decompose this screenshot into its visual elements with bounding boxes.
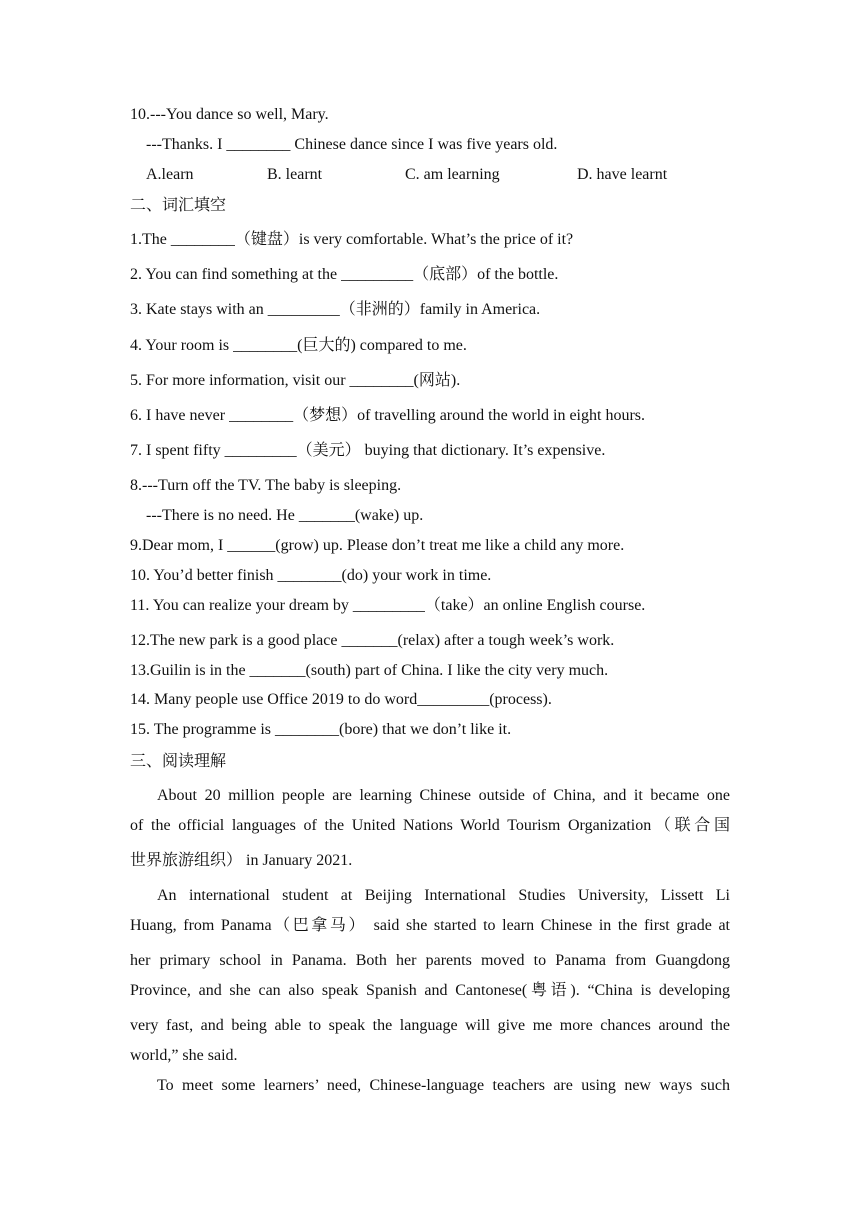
paragraph-line: Huang, from Panama（巴拿马） said she started to learn Chinese in the first grade at [130,917,730,934]
paragraph-line: of the official languages of the United Nations World Tourism Organization（联合国 [130,817,730,834]
section-heading-vocabulary: 二、词汇填空 [130,195,227,214]
paragraph-line: world,” she said. [130,1047,238,1064]
q10-answer-line: ---Thanks. I ________ Chinese dance since I was five years old. [146,136,558,153]
q10-option-a: A.learn [146,166,194,183]
vocab-item: 15. The programme is ________(bore) that we don’t like it. [130,721,512,738]
reading-paragraph-2 [130,886,730,1066]
paragraph-line: 世界旅游组织） in January 2021. [130,852,353,869]
q10-question: 10.---You dance so well, Mary. [130,106,329,123]
paragraph-line: About 20 million people are learning Chinese outside of China, and it became one [157,787,730,804]
section-heading-reading: 三、阅读理解 [130,751,227,770]
vocab-item: 2. You can find something at the _________（底部）of the bottle. [130,266,559,283]
q10-option-b: B. learnt [267,166,323,183]
vocab-item: 12.The new park is a good place _______(relax) after a tough week’s work. [130,632,615,649]
paragraph-line: her primary school in Panama. Both her parents moved to Panama from Guangdong [130,952,730,969]
vocab-item-response: ---There is no need. He _______(wake) up. [146,507,424,524]
vocab-item: 5. For more information, visit our ________(网站). [130,372,461,389]
vocab-item: 7. I spent fifty _________（美元） buying that dictionary. It’s expensive. [130,442,606,459]
paragraph-line: Province, and she can also speak Spanish and Cantonese(粤语). “China is developing [130,982,730,999]
vocab-item: 11. You can realize your dream by _________（take）an online English course. [130,597,646,614]
vocab-item: 6. I have never ________（梦想）of travelling around the world in eight hours. [130,407,646,424]
reading-paragraph-3 [130,1076,730,1096]
vocab-item: 9.Dear mom, I ______(grow) up. Please don’t treat me like a child any more. [130,537,625,554]
paragraph-line: An international student at Beijing International Studies University, Lissett Li [157,887,730,904]
vocab-item: 4. Your room is ________(巨大的) compared to me. [130,337,467,354]
vocab-item: 14. Many people use Office 2019 to do word_________(process). [130,691,552,708]
reading-paragraph-1 [130,786,730,871]
vocab-item: 13.Guilin is in the _______(south) part of China. I like the city very much. [130,662,609,679]
vocab-item: 10. You’d better finish ________(do) your work in time. [130,567,492,584]
vocab-item: 1.The ________（键盘）is very comfortable. What’s the price of it? [130,231,574,248]
q10-option-c: C. am learning [405,166,500,183]
vocab-item: 8.---Turn off the TV. The baby is sleeping. [130,477,402,494]
paragraph-line: very fast, and being able to speak the language will give me more chances around the [130,1017,730,1034]
vocab-item: 3. Kate stays with an _________（非洲的）family in America. [130,301,541,318]
paragraph-line: To meet some learners’ need, Chinese-language teachers are using new ways such [157,1077,730,1094]
q10-option-d: D. have learnt [577,166,668,183]
